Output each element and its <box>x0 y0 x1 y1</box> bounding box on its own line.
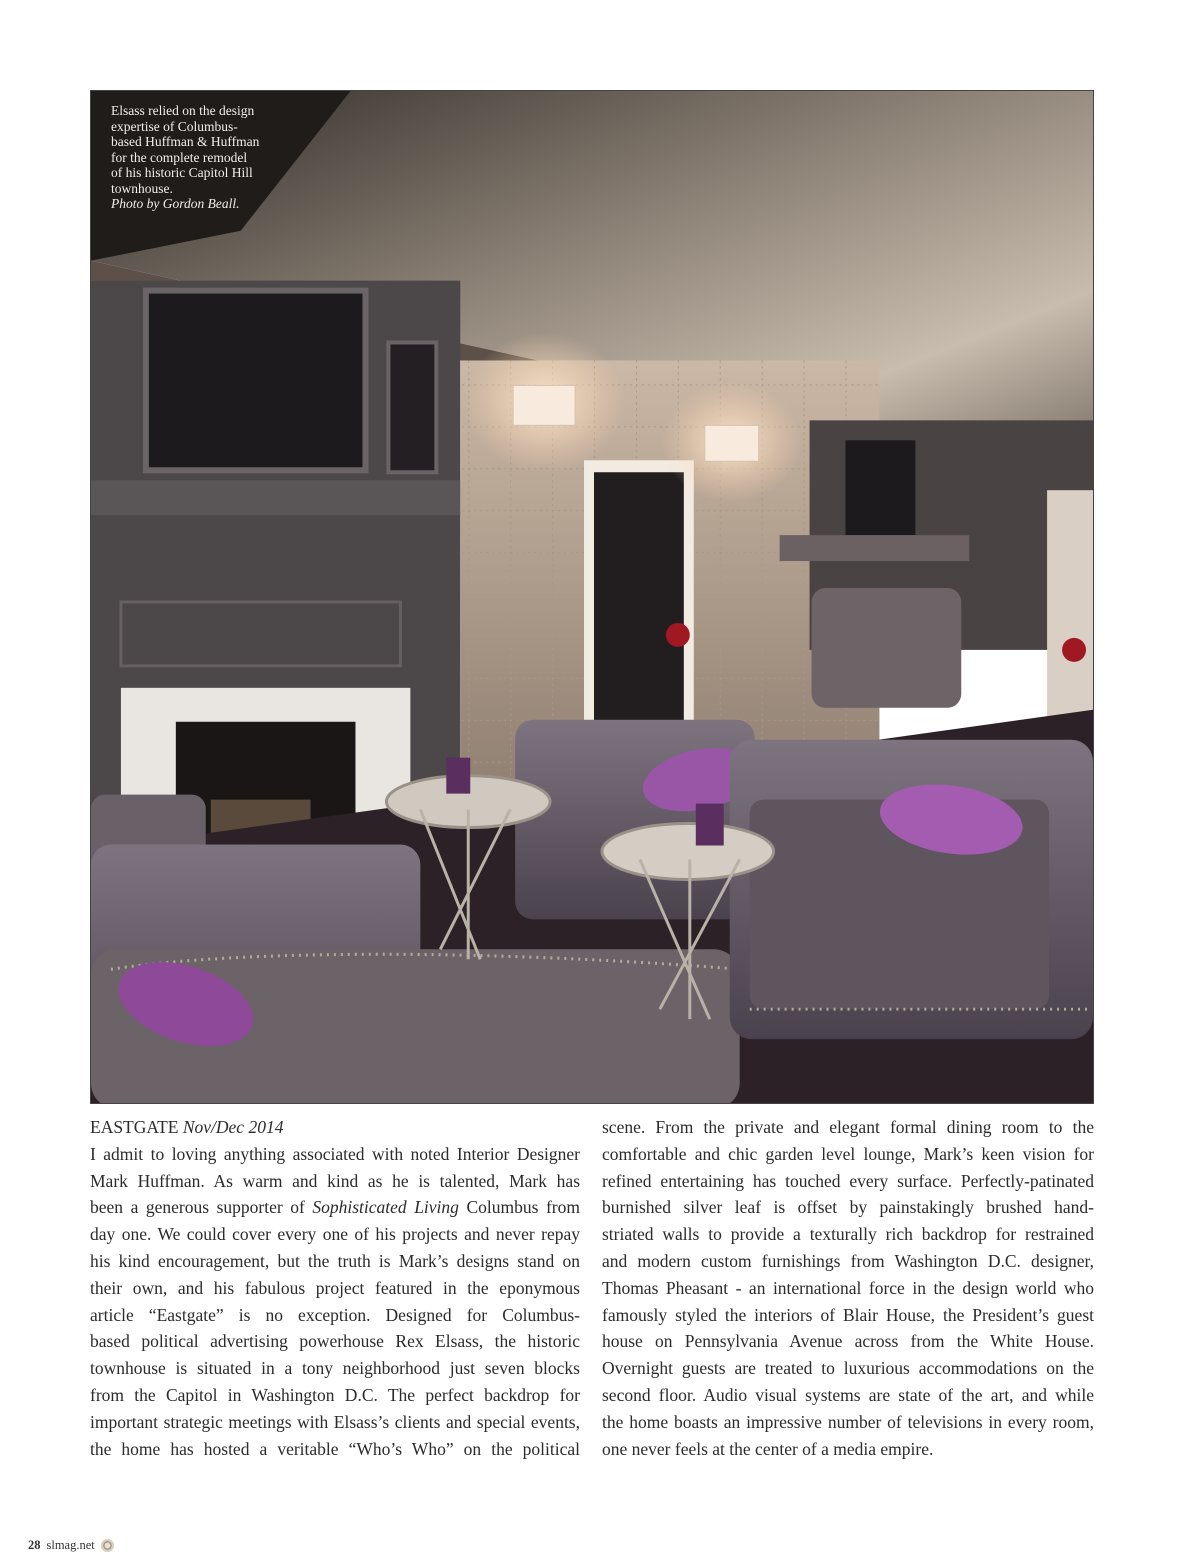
body-line: one never feels at the center of a media empire. <box>602 1438 934 1459</box>
body-line: important strategic meetings with Elsass’s clients and special events, <box>90 1411 580 1432</box>
article-column-left <box>90 1114 580 1462</box>
caption-line: townhouse. <box>111 180 173 196</box>
body-line: townhouse is situated in a tony neighborhood just seven blocks <box>90 1358 580 1379</box>
caption-line: based Huffman & Huffman <box>111 134 260 149</box>
luxury-lounge-photo <box>90 90 1094 1104</box>
body-line: Thomas Pheasant - an international force in the design world who <box>602 1277 1094 1298</box>
article-heading <box>90 1114 580 1141</box>
body-line: his kind encouragement, but the truth is Mark’s designs stand on <box>90 1250 580 1271</box>
body-line: famously styled the interiors of Blair House, the President’s guest <box>602 1304 1094 1325</box>
photo-credit: Photo by Gordon Beall. <box>111 196 240 211</box>
caption-line: Elsass relied on the design <box>111 103 255 118</box>
body-line: house on Pennsylvania Avenue across from the White House. <box>602 1331 1094 1352</box>
body-line: burnished silver leaf is offset by painstakingly brushed hand- <box>602 1197 1094 1218</box>
lounge-illustration <box>91 91 1093 1103</box>
article-column-right <box>602 1114 1094 1462</box>
body-line: the home has hosted a veritable “Who’s Who” on the political <box>90 1438 580 1459</box>
body-line: and modern custom furnishings from Washington D.C. designer, <box>602 1250 1094 1271</box>
magazine-name: Sophisticated Living <box>312 1197 459 1218</box>
body-line: Overnight guests are treated to luxurious accommodations on the <box>602 1358 1094 1379</box>
article-title: EASTGATE <box>90 1117 179 1137</box>
body-line: comfortable and chic garden level lounge, Mark’s keen vision for <box>602 1143 1094 1164</box>
body-line: Mark Huffman. As warm and kind as he is talented, Mark has <box>90 1170 580 1191</box>
body-line: I admit to loving anything associated with noted Interior Designer <box>90 1143 580 1164</box>
caption-line: expertise of Columbus- <box>111 118 238 134</box>
body-line: striated walls to provide a texturally rich backdrop for restrained <box>602 1224 1094 1245</box>
body-text: Columbus from <box>458 1197 580 1218</box>
body-line: scene. From the private and elegant formal dining room to the <box>602 1117 1094 1137</box>
body-line: day one. We could cover every one of his projects and never repay <box>90 1224 580 1245</box>
site-url: slmag.net <box>46 1538 95 1552</box>
body-line <box>90 1194 580 1221</box>
page-footer <box>28 1538 114 1553</box>
photo-caption <box>111 103 271 212</box>
body-line: second floor. Audio visual systems are state of the art, and while <box>602 1384 1094 1405</box>
sl-emblem-icon <box>101 1539 114 1552</box>
body-line: refined entertaining has touched every surface. Perfectly-patinated <box>602 1170 1094 1191</box>
body-text: been a generous supporter of <box>90 1197 313 1218</box>
body-line: based political advertising powerhouse Rex Elsass, the historic <box>90 1331 580 1352</box>
article-issue: Nov/Dec 2014 <box>182 1117 284 1137</box>
body-line: article “Eastgate” is no exception. Designed for Columbus- <box>90 1304 580 1325</box>
body-line: their own, and his fabulous project featured in the eponymous <box>90 1277 580 1298</box>
body-line: the home boasts an impressive number of televisions in every room, <box>602 1411 1094 1432</box>
page-number: 28 <box>28 1538 41 1552</box>
body-line: from the Capitol in Washington D.C. The perfect backdrop for <box>90 1384 580 1405</box>
caption-line: of his historic Capitol Hill <box>111 165 253 180</box>
caption-line: for the complete remodel <box>111 149 248 165</box>
